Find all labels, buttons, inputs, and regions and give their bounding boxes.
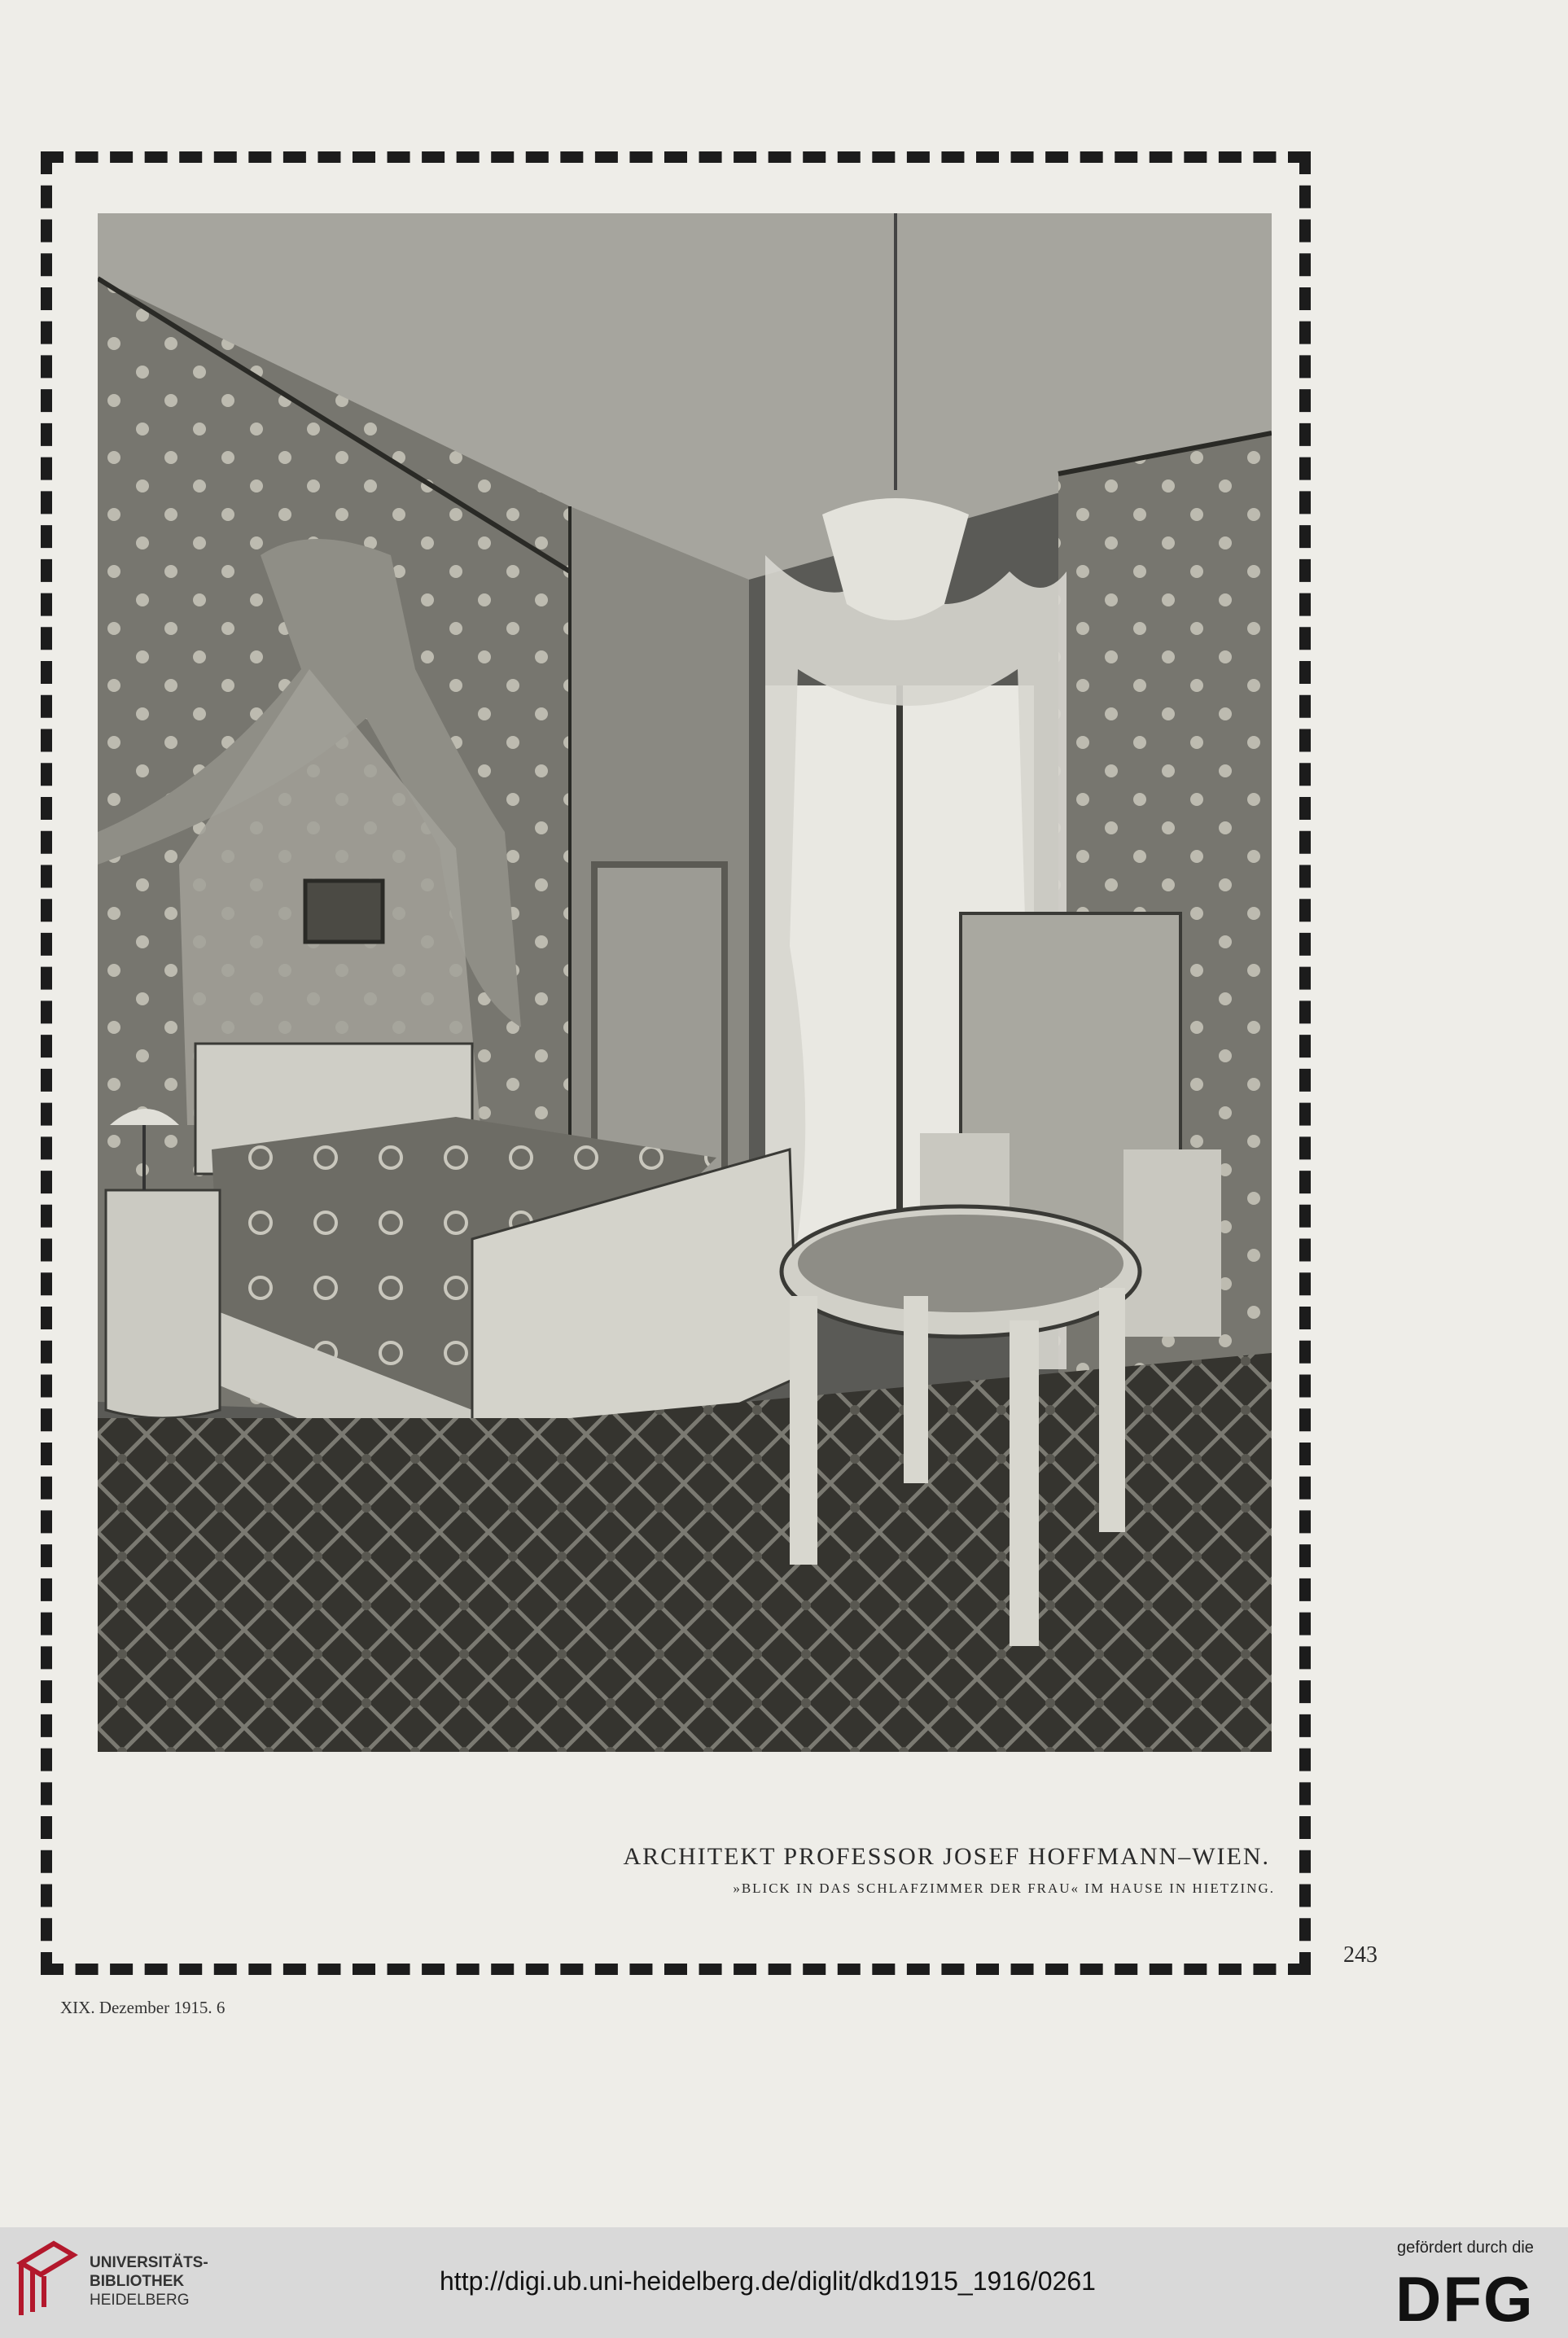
university-library-logo-icon — [16, 2239, 78, 2320]
library-name-line2: BIBLIOTHEK — [90, 2273, 185, 2290]
library-name-line1: UNIVERSITÄTS- — [90, 2254, 208, 2271]
plate-caption-title: ARCHITEKT PROFESSOR JOSEF HOFFMANN–WIEN. — [623, 1843, 1270, 1870]
dfg-logo: DFG — [1395, 2263, 1535, 2335]
funding-note: gefördert durch die — [1397, 2239, 1534, 2257]
permalink-url[interactable]: http://digi.ub.uni-heidelberg.de/diglit/dkd1915_1916/0261 — [440, 2266, 1096, 2296]
digitization-footer — [0, 2227, 1568, 2338]
library-name — [90, 2253, 208, 2310]
issue-info: XIX. Dezember 1915. 6 — [60, 1998, 226, 2017]
page-number: 243 — [1343, 1942, 1377, 1968]
bedroom-photo-image — [98, 213, 1272, 1752]
library-name-line3: HEIDELBERG — [90, 2292, 190, 2309]
bedroom-photograph — [98, 213, 1272, 1752]
plate-caption-subtitle: »BLICK IN DAS SCHLAFZIMMER DER FRAU« IM HAUSE IN HIETZING. — [733, 1880, 1275, 1896]
